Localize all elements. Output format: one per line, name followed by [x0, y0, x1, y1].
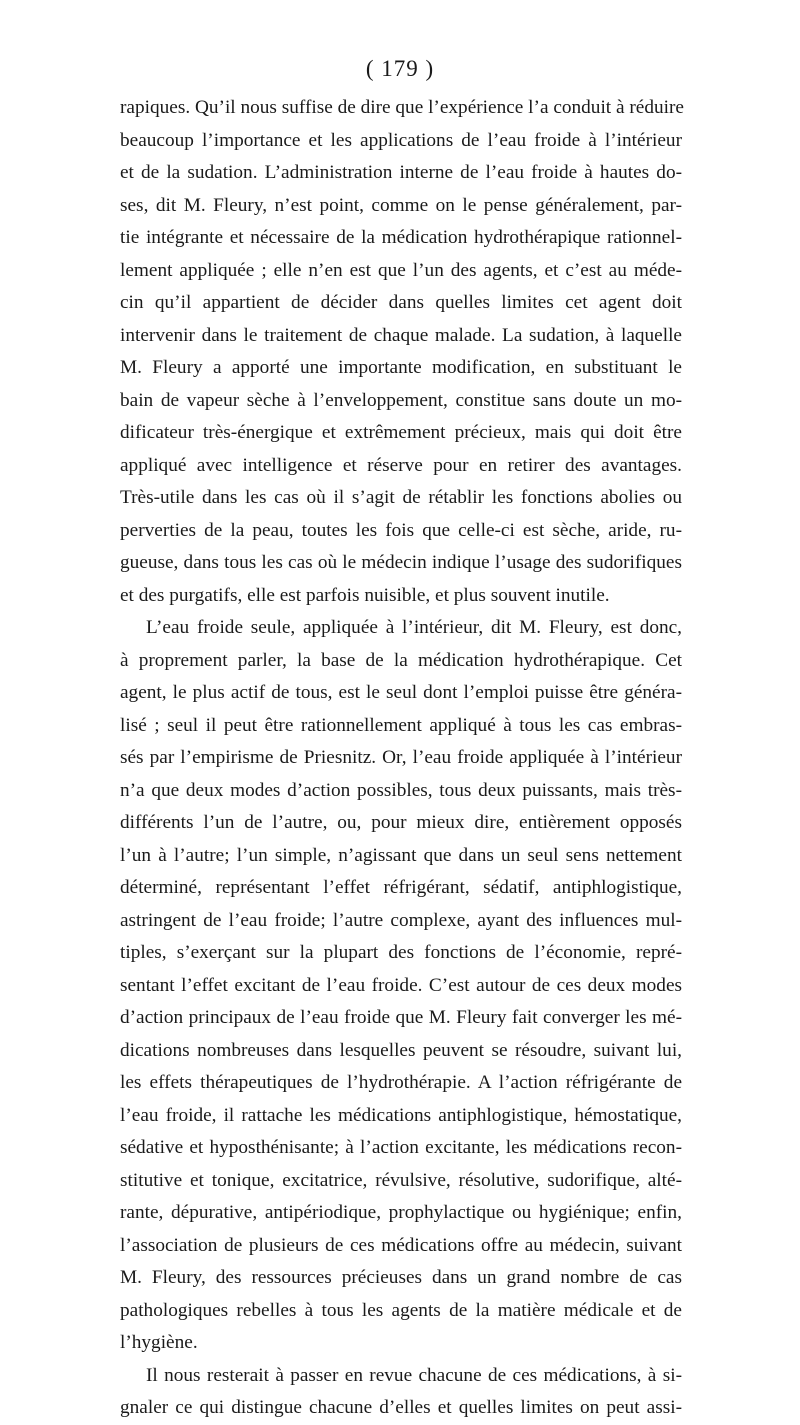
text-line: appliqué avec intelligence et réserve pour en retirer des avantages. — [120, 454, 682, 476]
text-line: rapiques. Qu’il nous suffise de dire que l’expérience l’a conduit à réduire — [120, 97, 684, 118]
text-line: sédative et hyposthénisante; à l’action excitante, les médications recon- — [120, 1137, 682, 1158]
text-line: à proprement parler, la base de la médication hydrothérapique. Cet — [120, 649, 682, 671]
text-line: tie intégrante et nécessaire de la médication hydrothérapique rationnel- — [120, 227, 682, 248]
text-line: gueuse, dans tous les cas où le médecin indique l’usage des sudorifiques — [120, 552, 682, 573]
text-line: les effets thérapeutiques de l’hydrothérapie. A l’action réfrigérante de — [120, 1072, 682, 1093]
text-line: et des purgatifs, elle est parfois nuisible, et plus souvent inutile. — [120, 584, 610, 606]
text-line: l’hygiène. — [120, 1332, 198, 1353]
text-line: astringent de l’eau froide; l’autre complexe, ayant des influences mul- — [120, 909, 682, 931]
text-line: L’eau froide seule, appliquée à l’intérieur, dit M. Fleury, est donc, — [146, 617, 682, 638]
text-line: lement appliquée ; elle n’en est que l’un des agents, et c’est au méde- — [120, 259, 682, 281]
text-line: cin qu’il appartient de décider dans quelles limites cet agent doit — [120, 292, 682, 313]
text-line: lisé ; seul il peut être rationnellement appliqué à tous les cas embras- — [120, 714, 682, 736]
text-line: agent, le plus actif de tous, est le seul dont l’emploi puisse être généra- — [120, 682, 682, 703]
text-line: bain de vapeur sèche à l’enveloppement, constitue sans doute un mo- — [120, 389, 682, 411]
text-line: stitutive et tonique, excitatrice, révulsive, résolutive, sudorifique, alté- — [120, 1169, 682, 1191]
paragraph — [120, 612, 682, 1360]
text-line: d’action principaux de l’eau froide que M. Fleury fait converger les mé- — [120, 1007, 682, 1028]
text-line: Très-utile dans les cas où il s’agit de rétablir les fonctions abolies ou — [120, 487, 682, 508]
text-line: l’un à l’autre; l’un simple, n’agissant que dans un seul sens nettement — [120, 844, 682, 866]
text-line: différents l’un de l’autre, ou, pour mieux dire, entièrement opposés — [120, 812, 682, 833]
text-line: ses, dit M. Fleury, n’est point, comme on le pense généralement, par- — [120, 194, 682, 216]
text-line: gnaler ce qui distingue chacune d’elles et quelles limites on peut assi- — [120, 1397, 682, 1418]
text-line: M. Fleury, des ressources précieuses dans un grand nombre de cas — [120, 1267, 682, 1288]
text-line: déterminé, représentant l’effet réfrigérant, sédatif, antiphlogistique, — [120, 877, 682, 898]
text-line: pathologiques rebelles à tous les agents de la matière médicale et de — [120, 1299, 682, 1321]
text-line: intervenir dans le traitement de chaque malade. La sudation, à laquelle — [120, 324, 682, 346]
text-line: beaucoup l’importance et les applications de l’eau froide à l’intérieur — [120, 129, 682, 151]
text-line: perverties de la peau, toutes les fois que celle-ci est sèche, aride, ru- — [120, 519, 682, 541]
paragraph — [120, 92, 682, 612]
text-line: sés par l’empirisme de Priesnitz. Or, l’eau froide appliquée à l’intérieur — [120, 747, 682, 768]
body-text — [120, 92, 682, 1425]
text-line: tiples, s’exerçant sur la plupart des fonctions de l’économie, repré- — [120, 942, 682, 963]
page-number: ( 179 ) — [365, 56, 435, 81]
text-line: dications nombreuses dans lesquelles peuvent se résoudre, suivant lui, — [120, 1039, 682, 1061]
text-line: sentant l’effet excitant de l’eau froide. C’est autour de ces deux modes — [120, 974, 682, 996]
text-line: l’association de plusieurs de ces médications offre au médecin, suivant — [120, 1234, 682, 1256]
text-line: M. Fleury a apporté une importante modification, en substituant le — [120, 357, 682, 378]
text-line: n’a que deux modes d’action possibles, tous deux puissants, mais très- — [120, 779, 682, 801]
paragraph — [120, 1360, 682, 1425]
text-line: rante, dépurative, antipériodique, prophylactique ou hygiénique; enfin, — [120, 1202, 682, 1223]
text-line: dificateur très-énergique et extrêmement précieux, mais qui doit être — [120, 422, 682, 443]
text-line: l’eau froide, il rattache les médications antiphlogistique, hémostatique, — [120, 1104, 682, 1126]
text-line: Il nous resterait à passer en revue chacune de ces médications, à si- — [146, 1364, 682, 1386]
text-line: et de la sudation. L’administration interne de l’eau froide à hautes do- — [120, 162, 682, 183]
